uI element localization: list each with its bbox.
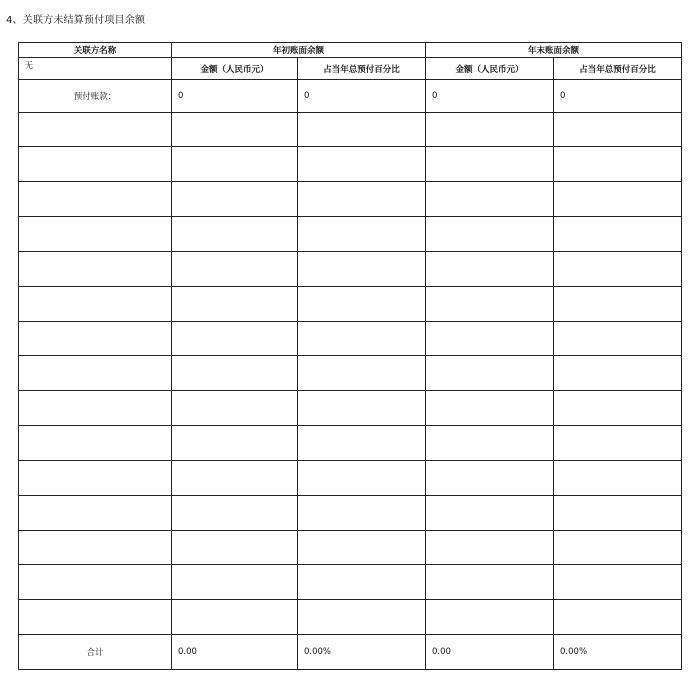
- table-cell: [554, 391, 682, 426]
- prepaid-begin-percent: 0: [298, 79, 426, 112]
- table-cell: [19, 426, 172, 461]
- table-cell: [426, 321, 554, 356]
- table-cell: [172, 182, 298, 217]
- table-cell: [19, 460, 172, 495]
- table-cell: [172, 147, 298, 182]
- table-cell: [554, 600, 682, 635]
- table-cell: [172, 600, 298, 635]
- table-cell: [298, 251, 426, 286]
- table-cell: [19, 286, 172, 321]
- table-cell: [554, 286, 682, 321]
- table-cell: [172, 251, 298, 286]
- table-cell: [19, 217, 172, 252]
- header-party-name: 关联方名称: [19, 43, 172, 58]
- table-cell: [298, 356, 426, 391]
- related-party-prepaid-table: [18, 42, 682, 670]
- table-cell: [172, 321, 298, 356]
- table-row: [19, 426, 682, 461]
- table-cell: [172, 356, 298, 391]
- table-row: [19, 460, 682, 495]
- table-cell: [19, 321, 172, 356]
- table-cell: [426, 495, 554, 530]
- table-row: [19, 286, 682, 321]
- table-cell: [426, 565, 554, 600]
- table-cell: [554, 182, 682, 217]
- table-row: [19, 251, 682, 286]
- table-cell: [298, 217, 426, 252]
- subheader-begin-percent: 占当年总预付百分比: [298, 58, 426, 80]
- table-cell: [19, 495, 172, 530]
- table-cell: [19, 530, 172, 565]
- total-begin-amount: 0.00: [172, 635, 298, 670]
- table-cell: [172, 217, 298, 252]
- table-cell: [172, 530, 298, 565]
- header-row: [19, 43, 682, 58]
- table-row: [19, 565, 682, 600]
- table-cell: [426, 251, 554, 286]
- table-cell: [554, 112, 682, 147]
- subheader-end-amount: 金额（人民币元）: [426, 58, 554, 80]
- table-row: [19, 600, 682, 635]
- table-cell: [554, 147, 682, 182]
- table-cell: [554, 565, 682, 600]
- table-row: [19, 530, 682, 565]
- table-row: [19, 112, 682, 147]
- table-cell: [554, 530, 682, 565]
- table-cell: [426, 286, 554, 321]
- subheader-end-percent: 占当年总预付百分比: [554, 58, 682, 80]
- subheader-row: [19, 58, 682, 80]
- table-cell: [298, 147, 426, 182]
- table-cell: [298, 600, 426, 635]
- table-cell: [298, 565, 426, 600]
- table-cell: [172, 565, 298, 600]
- table-cell: [19, 356, 172, 391]
- table-row: [19, 147, 682, 182]
- table-row: [19, 391, 682, 426]
- table-cell: [426, 391, 554, 426]
- table-cell: [426, 356, 554, 391]
- table-cell: [172, 460, 298, 495]
- table-cell: [298, 495, 426, 530]
- total-begin-percent: 0.00%: [298, 635, 426, 670]
- table-row: [19, 182, 682, 217]
- table-row: [19, 217, 682, 252]
- table-cell: [19, 112, 172, 147]
- table-cell: [172, 391, 298, 426]
- table-cell: [298, 530, 426, 565]
- total-label: 合计: [19, 635, 172, 670]
- total-end-percent: 0.00%: [554, 635, 682, 670]
- table-cell: [298, 112, 426, 147]
- table-cell: [298, 182, 426, 217]
- table-cell: [426, 112, 554, 147]
- table-cell: [172, 495, 298, 530]
- total-row: [19, 635, 682, 670]
- header-end-balance: 年末账面余额: [426, 43, 682, 58]
- table-cell: [19, 391, 172, 426]
- table-cell: [426, 147, 554, 182]
- table-cell: [172, 112, 298, 147]
- table-cell: [426, 530, 554, 565]
- table-cell: [554, 251, 682, 286]
- subheader-begin-amount: 金额（人民币元）: [172, 58, 298, 80]
- table-cell: [426, 600, 554, 635]
- table-cell: [298, 391, 426, 426]
- table-cell: [426, 426, 554, 461]
- prepaid-label: 预付账款：: [19, 79, 172, 112]
- table-cell: [19, 147, 172, 182]
- table-cell: [19, 251, 172, 286]
- prepaid-end-percent: 0: [554, 79, 682, 112]
- total-end-amount: 0.00: [426, 635, 554, 670]
- table-cell: [426, 217, 554, 252]
- table-cell: [554, 495, 682, 530]
- table-row: [19, 321, 682, 356]
- table-cell: [426, 182, 554, 217]
- table-cell: [298, 286, 426, 321]
- header-begin-balance: 年初账面余额: [172, 43, 426, 58]
- table-cell: [554, 217, 682, 252]
- table-cell: [19, 565, 172, 600]
- table-cell: [298, 426, 426, 461]
- table-cell: [554, 460, 682, 495]
- table-cell: [19, 182, 172, 217]
- table-cell: [554, 356, 682, 391]
- table-cell: [554, 321, 682, 356]
- section-heading: 4、关联方未结算预付项目余额: [6, 15, 146, 26]
- table-row: [19, 356, 682, 391]
- prepaid-end-amount: 0: [426, 79, 554, 112]
- table-cell: [298, 460, 426, 495]
- table-cell: [298, 321, 426, 356]
- table-cell: [554, 426, 682, 461]
- table-cell: [426, 460, 554, 495]
- party-none-cell: 无: [19, 58, 172, 80]
- prepaid-begin-amount: 0: [172, 79, 298, 112]
- table-cell: [19, 600, 172, 635]
- table-cell: [172, 426, 298, 461]
- prepaid-row: [19, 79, 682, 112]
- table-row: [19, 495, 682, 530]
- table-cell: [172, 286, 298, 321]
